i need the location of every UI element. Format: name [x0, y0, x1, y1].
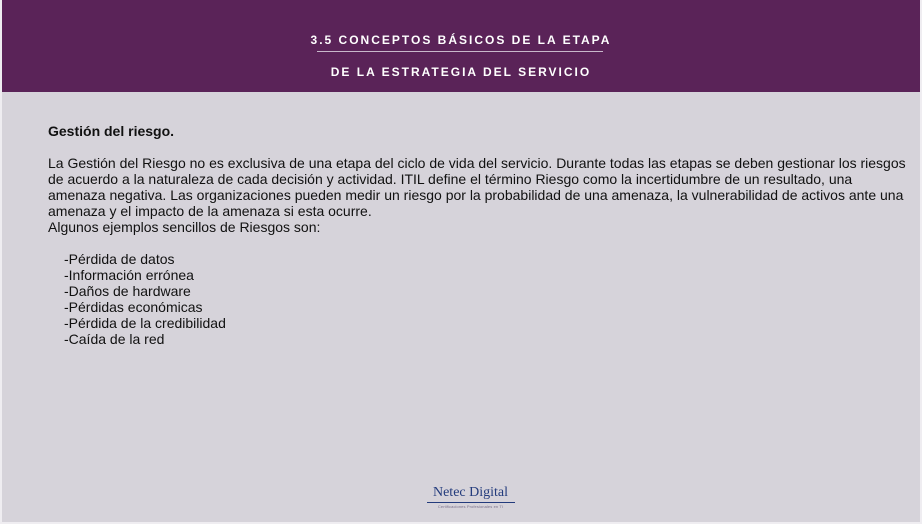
- slide-header: [2, 0, 920, 92]
- risk-example-item: -Caída de la red: [64, 331, 165, 347]
- risk-example-item: -Daños de hardware: [64, 283, 191, 299]
- logo-underline: [427, 502, 515, 503]
- risk-example-item: -Pérdida de datos: [64, 251, 175, 267]
- header-divider: [317, 51, 603, 52]
- header-title-line-2: DE LA ESTRATEGIA DEL SERVICIO: [330, 65, 592, 79]
- logo-subtext: Certificaciones Profesionales en TI: [437, 504, 504, 509]
- header-title-line-1: 3.5 CONCEPTOS BÁSICOS DE LA ETAPA: [310, 33, 612, 47]
- risk-example-item: -Pérdida de la credibilidad: [64, 315, 226, 331]
- netec-digital-logo: [423, 485, 518, 513]
- risk-management-paragraph: La Gestión del Riesgo no es exclusiva de una etapa del ciclo de vida del servicio. Durante todas las etapas se deben gestionar los riesgos de acuerdo a la naturaleza de cada decisión y actividad. ITIL define el término Riesgo como la incertidumbre de un resultado, una amenaza negativa. Las organizaciones pueden medir un riesgo por la probabilidad de una amenaza, la vulnerabilidad de activos ante una amenaza y el impacto de la amenaza si esta ocurre.: [48, 155, 906, 219]
- risk-examples-intro: Algunos ejemplos sencillos de Riesgos son:: [48, 219, 321, 235]
- risk-examples-list: [48, 251, 908, 347]
- section-title: Gestión del riesgo.: [48, 123, 175, 139]
- risk-example-item: -Información errónea: [64, 267, 194, 283]
- logo-text: Netec Digital: [432, 485, 509, 500]
- risk-example-item: -Pérdidas económicas: [64, 299, 203, 315]
- slide-content: [48, 123, 908, 347]
